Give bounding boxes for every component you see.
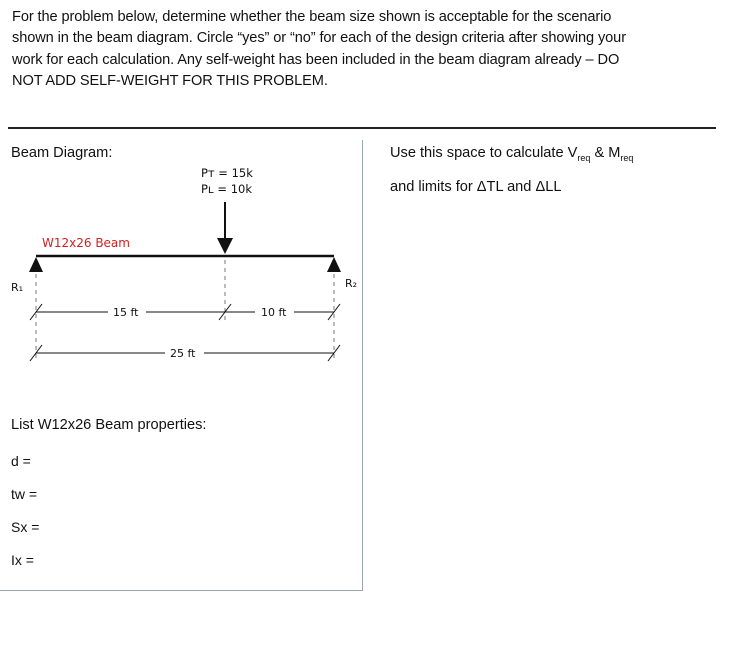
reaction-left-label: R₁: [11, 281, 24, 294]
beam-diagram: [0, 160, 362, 390]
load-live-label: Pʟ = 10k: [201, 182, 253, 196]
section-divider: [8, 127, 716, 129]
calc-prefix: Use this space to calculate V: [390, 145, 578, 161]
properties-heading: List W12x26 Beam properties:: [11, 417, 207, 433]
instructions-line-2: shown in the beam diagram. Circle “yes” or “no” for each of the design criteria after showing your: [12, 30, 626, 47]
instructions-line-3: work for each calculation. Any self-weight has been included in the beam diagram already – DO: [12, 51, 620, 68]
beam-size-label: W12x26 Beam: [42, 236, 130, 250]
beam-diagram-heading: Beam Diagram:: [11, 145, 113, 161]
right-support: [327, 257, 341, 272]
left-support: [29, 257, 43, 272]
extension-lines: [36, 260, 334, 358]
property-sx: Sx =: [11, 519, 40, 535]
dimension-left-label: 15 ft: [113, 306, 139, 319]
instructions-paragraph: [12, 7, 712, 92]
property-ix: Ix =: [11, 552, 34, 568]
instructions-line-4: NOT ADD SELF-WEIGHT FOR THIS PROBLEM.: [12, 72, 328, 89]
point-load-arrow: [217, 202, 233, 254]
calc-mid: & M: [590, 145, 621, 161]
dimension-segments: [30, 304, 340, 320]
instructions-line-1: For the problem below, determine whether the beam size shown is acceptable for the scenario: [12, 9, 612, 25]
property-tw: tw =: [11, 486, 38, 502]
calc-instruction-line-1: [390, 145, 633, 163]
load-total-label: Pᴛ = 15k: [201, 166, 253, 180]
reaction-right-label: R₂: [345, 277, 358, 290]
vreq-subscript: req: [577, 152, 591, 163]
property-d: d =: [11, 453, 31, 469]
dimension-right-label: 10 ft: [261, 306, 287, 319]
calc-instruction-line-2: and limits for ΔTL and ΔLL: [390, 179, 562, 195]
dimension-total-label: 25 ft: [170, 347, 196, 360]
mreq-subscript: req: [620, 152, 634, 163]
